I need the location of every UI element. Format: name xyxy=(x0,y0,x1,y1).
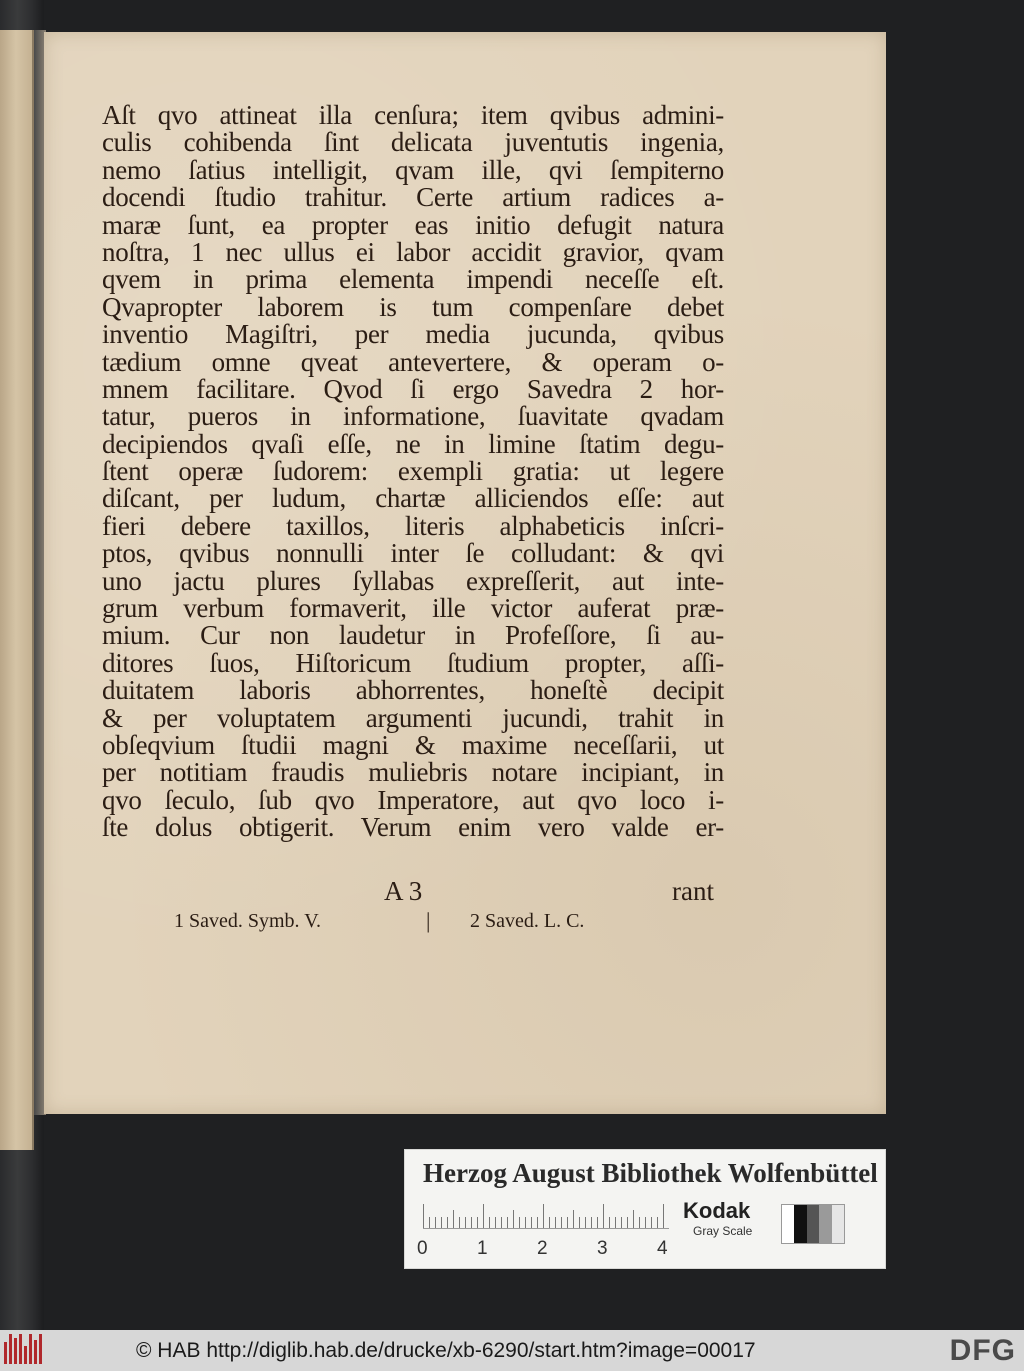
text-line: nemo ſatius intelligit, qvam ille, qvi ſempiterno xyxy=(102,154,724,185)
ruler-number: 4 xyxy=(657,1238,668,1259)
footnote-2: 2 Saved. L. C. xyxy=(470,910,585,932)
gray-patch xyxy=(807,1205,819,1243)
ruler-number: 0 xyxy=(417,1238,428,1259)
ruler-tick xyxy=(453,1210,454,1228)
ruler-tick xyxy=(633,1210,634,1228)
ruler-tick xyxy=(459,1217,460,1228)
ruler-tick xyxy=(477,1217,478,1228)
text-line: mnem facilitare. Qvod ſi ergo Savedra 2 hor- xyxy=(102,373,724,404)
library-color-card xyxy=(404,1149,886,1269)
text-line: qvo ſeculo, ſub qvo Imperatore, aut qvo loco i- xyxy=(102,784,724,815)
ruler-number: 2 xyxy=(537,1238,548,1259)
text-line: uno jactu plures ſyllabas expreſſerit, aut inte- xyxy=(102,565,724,596)
ruler-number: 3 xyxy=(597,1238,608,1259)
text-line: ſte dolus obtigerit. Verum enim vero valde er- xyxy=(102,812,724,843)
ruler-tick xyxy=(471,1217,472,1228)
ruler-tick xyxy=(651,1217,652,1228)
ruler-tick xyxy=(627,1217,628,1228)
ruler-tick xyxy=(531,1217,532,1228)
signature-mark: A 3 xyxy=(384,876,423,906)
ruler-tick xyxy=(483,1204,484,1228)
text-line: ſtent operæ ſudorem: exempli gratia: ut legere xyxy=(102,456,724,487)
text-line: qvem in prima elementa impendi neceſſe eſt. xyxy=(102,264,724,295)
ruler-tick xyxy=(447,1217,448,1228)
ruler-tick xyxy=(507,1217,508,1228)
text-line: ptos, qvibus nonnulli inter ſe colludant: & qvi xyxy=(102,538,724,569)
ruler-tick xyxy=(525,1217,526,1228)
text-line: grum verbum formaverit, ille victor auferat præ- xyxy=(102,593,724,624)
kodak-logo: Kodak xyxy=(683,1198,751,1223)
ruler-tick xyxy=(579,1217,580,1228)
text-line: per notitiam fraudis muliebris notare incipiant, in xyxy=(102,757,724,788)
ruler-tick xyxy=(645,1217,646,1228)
ruler-number: 1 xyxy=(477,1238,488,1259)
text-line: mium. Cur non laudetur in Profeſſore, ſi au- xyxy=(102,620,724,651)
text-line: Aſt qvo attineat illa cenſura; item qvibus admini- xyxy=(102,100,724,130)
text-line: obſeqvium ſtudii magni & maxime neceſſarii, ut xyxy=(102,729,724,760)
ruler-tick xyxy=(441,1217,442,1228)
text-line: noſtra, 1 nec ullus ei labor accidit gravior, qvam xyxy=(102,236,724,267)
ruler-tick xyxy=(561,1217,562,1228)
ruler-tick xyxy=(603,1204,604,1228)
text-line: tatur, pueros in informatione, ſuavitate qvadam xyxy=(102,401,724,432)
footnote-1: 1 Saved. Symb. V. xyxy=(174,910,322,932)
book-page xyxy=(44,32,886,1114)
text-line: diſcant, per ludum, chartæ alliciendos eſſe: aut xyxy=(102,483,724,514)
text-line: docendi ſtudio trahitur. Certe artium radices a- xyxy=(102,182,724,213)
gray-scale-patches xyxy=(781,1204,845,1244)
hab-logo-icon xyxy=(4,1334,44,1364)
text-line: culis cohibenda ſint delicata juventutis ingenia, xyxy=(102,127,724,158)
ruler-tick xyxy=(609,1217,610,1228)
ruler-tick xyxy=(537,1217,538,1228)
ruler-tick xyxy=(435,1217,436,1228)
text-line: & per voluptatem argumenti jucundi, trahit in xyxy=(102,702,724,733)
gray-scale-label: Gray Scale xyxy=(693,1224,753,1238)
text-line: inventio Magiſtri, per media jucunda, qvibus xyxy=(102,319,724,350)
text-line: duitatem laboris abhorrentes, honeſtè decipit xyxy=(102,675,724,706)
ruler-tick xyxy=(573,1210,574,1228)
hab-logo-bar xyxy=(19,1334,22,1364)
text-line: ditores ſuos, Hiſtoricum ſtudium propter, aſſi- xyxy=(102,647,724,678)
ruler-tick xyxy=(423,1204,424,1228)
ruler-tick xyxy=(615,1217,616,1228)
ruler-tick xyxy=(465,1217,466,1228)
ruler-tick xyxy=(495,1217,496,1228)
gray-patch xyxy=(782,1205,794,1243)
hab-logo-bar xyxy=(14,1338,17,1364)
hab-logo-bar xyxy=(4,1342,7,1364)
ruler-tick xyxy=(567,1217,568,1228)
ruler-tick xyxy=(513,1210,514,1228)
hab-logo-bar xyxy=(29,1334,32,1364)
ruler-tick xyxy=(657,1217,658,1228)
text-line: decipiendos qvaſi eſſe, ne in limine ſtatim degu- xyxy=(102,428,724,459)
hab-logo-bar xyxy=(9,1334,12,1364)
footnote-separator: | xyxy=(426,908,431,933)
ruler-tick xyxy=(591,1217,592,1228)
text-line: Qvapropter laborem is tum compenſare debet xyxy=(102,291,724,322)
gray-patch xyxy=(832,1205,844,1243)
ruler-tick xyxy=(597,1217,598,1228)
text-line: maræ ſunt, ea propter eas initio defugit natura xyxy=(102,209,724,240)
text-line: fieri debere taxillos, literis alphabeticis inſcri- xyxy=(102,510,724,541)
gray-patch xyxy=(794,1205,806,1243)
ruler-tick xyxy=(429,1217,430,1228)
text-line: tædium omne qveat antevertere, & operam o- xyxy=(102,346,724,377)
hab-logo-bar xyxy=(39,1334,42,1364)
ruler-tick xyxy=(621,1217,622,1228)
ruler-tick xyxy=(489,1217,490,1228)
signature-line xyxy=(102,876,724,906)
ruler-tick xyxy=(555,1217,556,1228)
copyright-url[interactable]: © HAB http://diglib.hab.de/drucke/xb-6290/start.htm?image=00017 xyxy=(136,1339,756,1362)
hab-logo-bar xyxy=(34,1340,37,1364)
library-name: Herzog August Bibliothek Wolfenbüttel xyxy=(423,1158,878,1188)
ruler-tick xyxy=(639,1217,640,1228)
ruler-tick xyxy=(519,1217,520,1228)
footer-bar xyxy=(0,1330,1024,1371)
ruler-tick xyxy=(501,1217,502,1228)
hab-logo-bar xyxy=(24,1346,27,1364)
ruler-tick xyxy=(543,1204,544,1228)
dfg-logo: DFG xyxy=(949,1334,1016,1367)
gray-patch xyxy=(819,1205,831,1243)
ruler-numbers xyxy=(417,1238,687,1260)
footnotes xyxy=(174,910,634,938)
ruler-tick xyxy=(549,1217,550,1228)
catchword: rant xyxy=(672,876,714,906)
ruler-tick xyxy=(663,1204,664,1228)
ruler-tick xyxy=(585,1217,586,1228)
page-text-block xyxy=(102,102,724,842)
measurement-ruler xyxy=(423,1202,669,1229)
previous-page-edge xyxy=(0,30,34,1150)
